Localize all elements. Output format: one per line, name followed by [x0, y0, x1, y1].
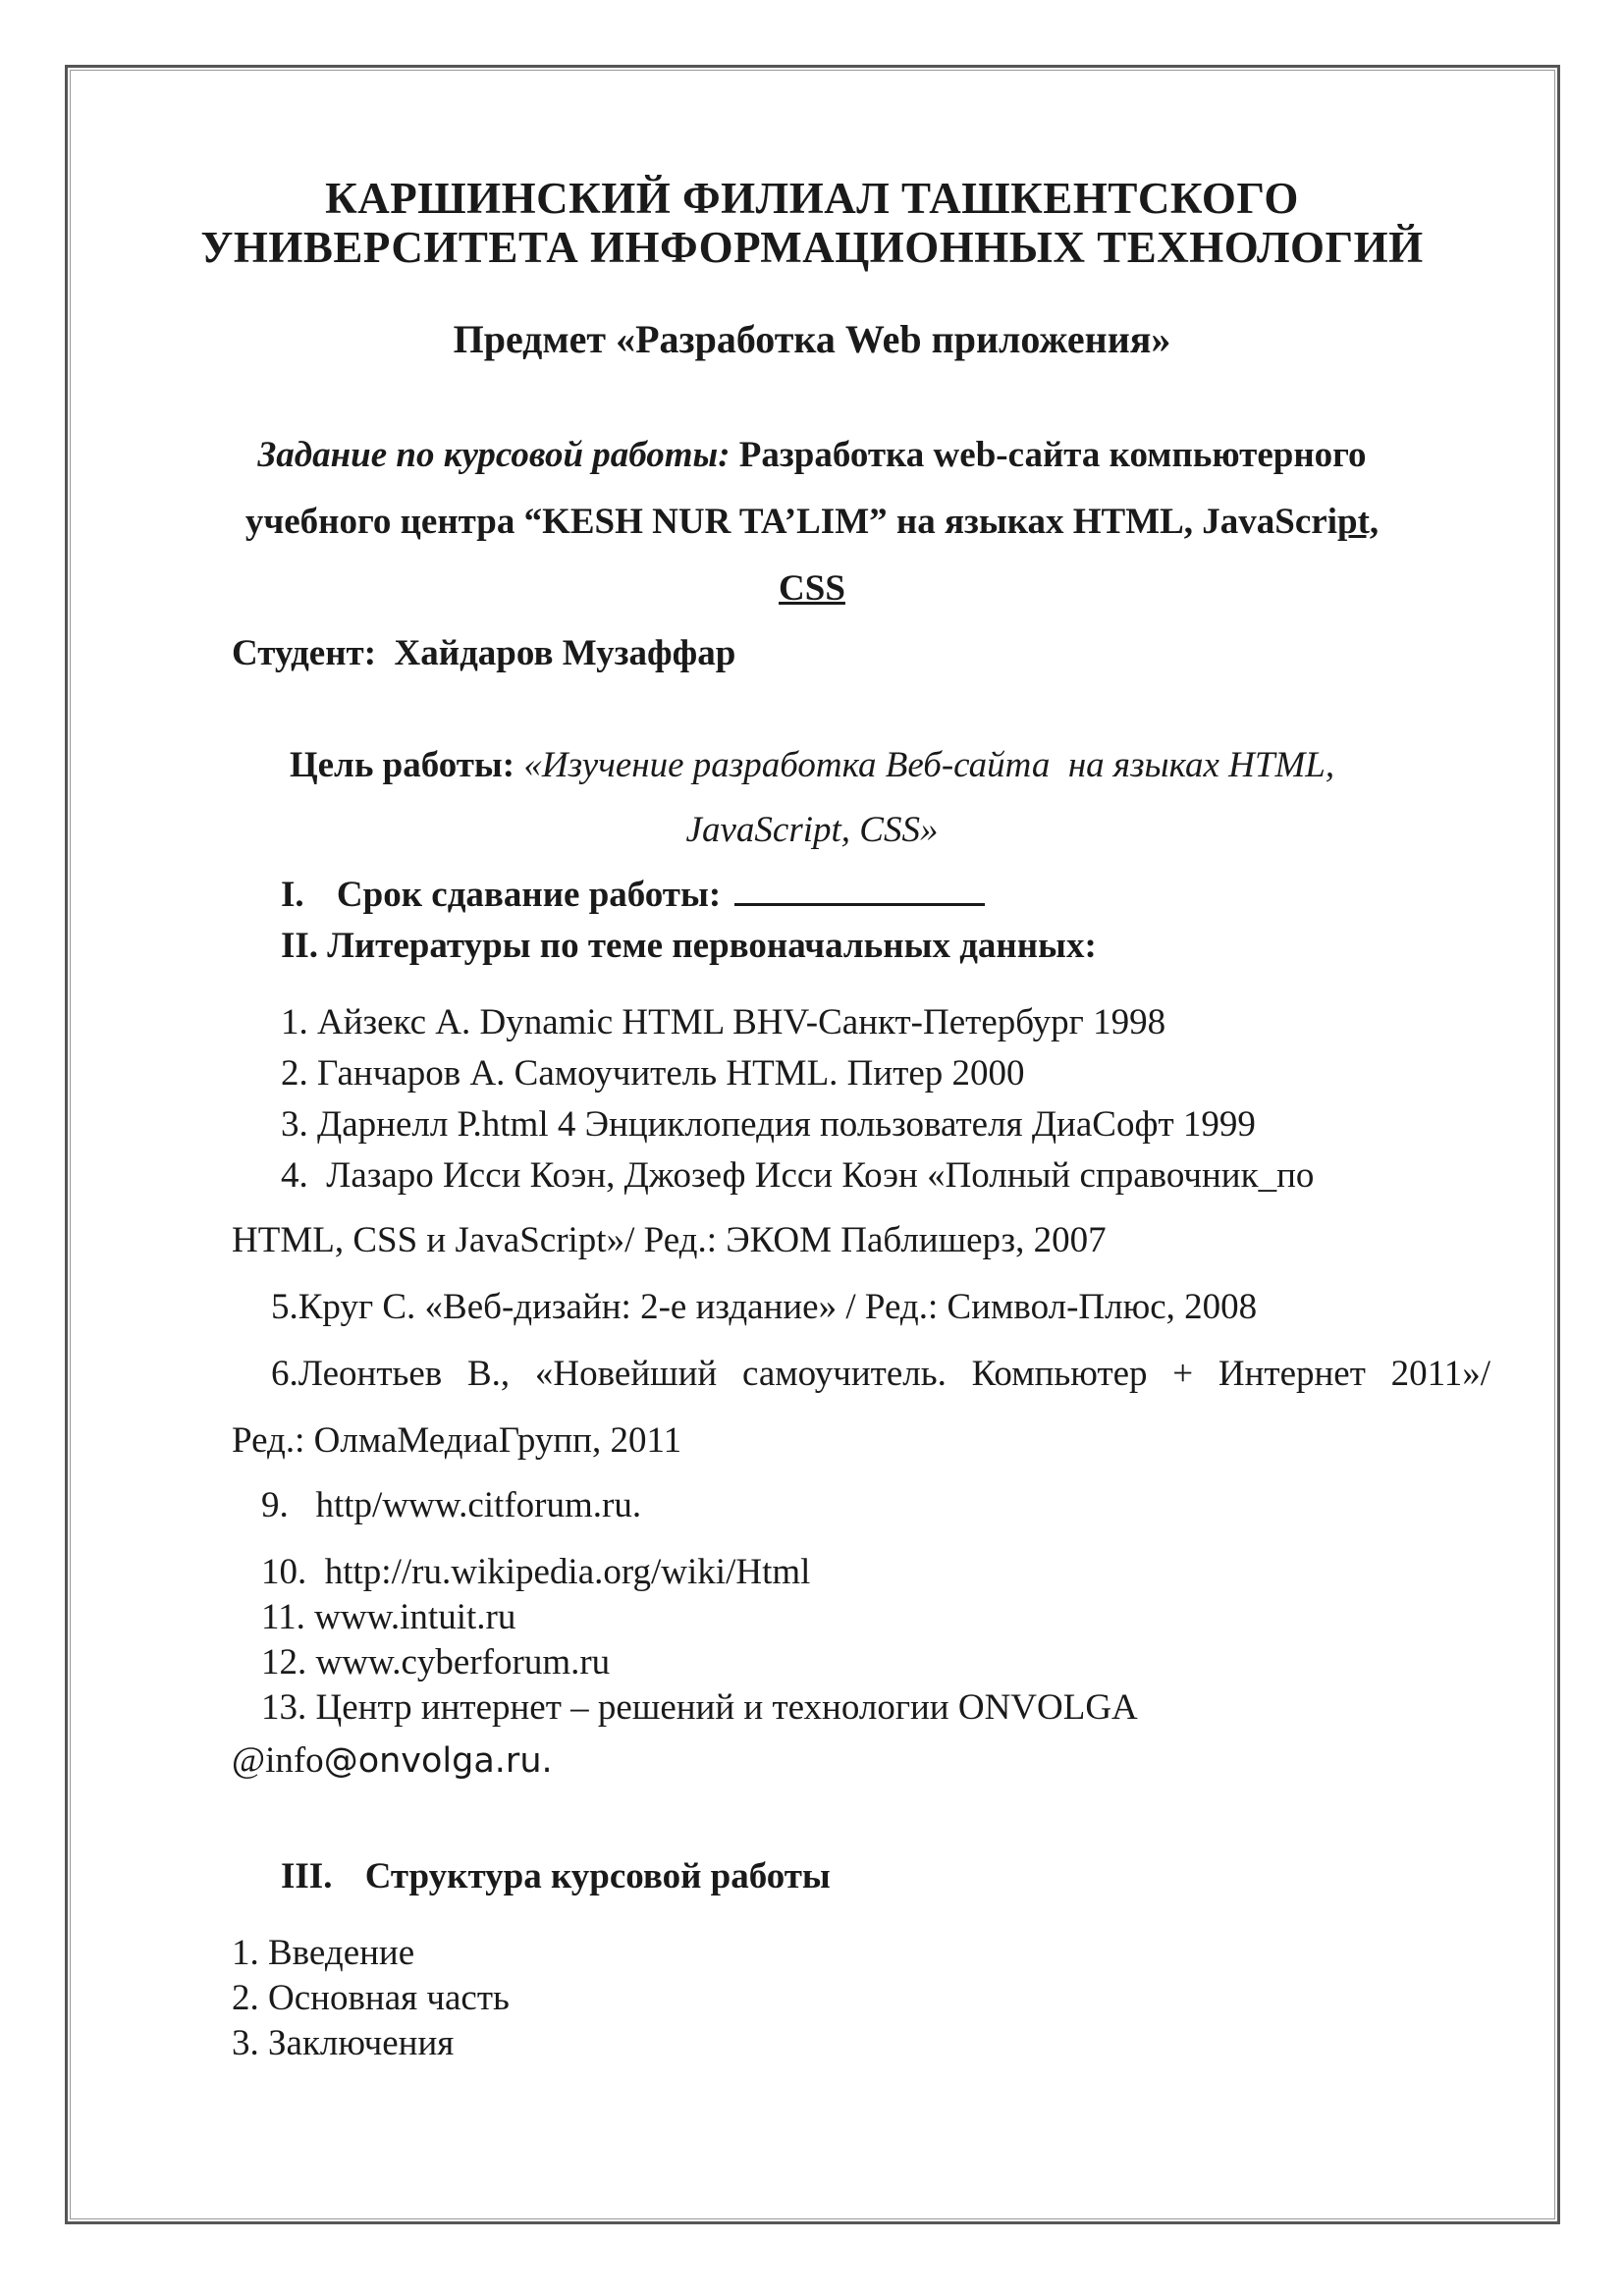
task-text-2a: учебного центра “KESH NUR TA’LIM” на языках HTML, JavaScri [244, 502, 1337, 542]
literature-item-1: 1. Айзекс А. Dynamic HTML BHV-Санкт-Петербург 1998 [281, 1002, 1166, 1042]
task-line-1 [0, 434, 1624, 476]
goal-text-1: «Изучение разработка Веб-сайта на языках HTML, [514, 745, 1335, 785]
section-1-num: I. [281, 875, 304, 915]
literature-item-13-line-2 [232, 1739, 553, 1782]
item-6-word: «Новейший [534, 1354, 718, 1394]
university-line-2: УНИВЕРСИТЕТА ИНФОРМАЦИОННЫХ ТЕХНОЛОГИЙ [200, 223, 1424, 272]
literature-item-4-line-1: 4. Лазаро Исси Коэн, Джозеф Исси Коэн «Полный справочник_по [281, 1155, 1315, 1196]
student-label: Студент: [232, 633, 377, 673]
literature-item-10: 10. http://ru.wikipedia.org/wiki/Html [261, 1552, 811, 1592]
goal-text-2: JavaScript, CSS» [685, 810, 939, 850]
structure-item-2: 2. Основная часть [232, 1978, 510, 2018]
structure-item-1: 1. Введение [232, 1933, 415, 1973]
email-prefix: @info [232, 1740, 324, 1781]
literature-item-13-line-1: 13. Центр интернет – решений и технологии ONVOLGA [261, 1687, 1138, 1728]
section-2-heading: II. Литературы по теме первоначальных данных: [281, 926, 1097, 966]
item-6-word: самоучитель. [741, 1354, 947, 1394]
item-6-word: В., [467, 1354, 511, 1394]
section-3-num: III. [281, 1856, 333, 1896]
item-6-word: Интернет [1218, 1354, 1366, 1394]
task-line-2 [0, 501, 1624, 543]
literature-item-12: 12. www.cyberforum.ru [261, 1642, 611, 1682]
literature-item-11: 11. www.intuit.ru [261, 1597, 516, 1637]
section-1-title: Срок сдавание работы: [336, 875, 722, 915]
task-text-1: Разработка web-сайта компьютерного [730, 435, 1367, 475]
section-3-title: Структура курсовой работы [364, 1856, 831, 1896]
task-text-3: CSS [779, 568, 845, 609]
structure-item-3: 3. Заключения [232, 2023, 455, 2063]
section-1-heading [281, 874, 985, 916]
literature-item-3: 3. Дарнелл Р.html 4 Энциклопедия пользователя ДиаСофт 1999 [281, 1104, 1256, 1145]
student-line [232, 632, 735, 674]
goal-label: Цель работы: [289, 745, 515, 785]
item-6-word: Компьютер [971, 1354, 1148, 1394]
literature-item-6-line-1 [271, 1353, 1490, 1395]
email-domain: @onvolga.ru. [323, 1741, 553, 1781]
student-name: Хайдаров Музаффар [376, 633, 736, 673]
literature-item-4-line-2: HTML, CSS и JavaScript»/ Ред.: ЭКОМ Паблишерз, 2007 [232, 1220, 1107, 1260]
task-text-2b: pt, [1337, 502, 1380, 542]
item-6-word: + [1172, 1354, 1194, 1394]
section-3-heading [281, 1855, 831, 1897]
university-line-1: КАРШИНСКИЙ ФИЛИАЛ ТАШКЕНТСКОГО [325, 174, 1299, 223]
goal-line-1 [0, 744, 1624, 786]
deadline-blank [734, 874, 985, 906]
task-label: Задание по курсовой работы: [257, 435, 731, 475]
literature-item-6-line-2: Ред.: ОлмаМедиаГрупп, 2011 [232, 1420, 682, 1461]
item-6-word: 6.Леонтьев [271, 1354, 443, 1394]
literature-item-2: 2. Ганчаров А. Самоучитель HTML. Питер 2000 [281, 1053, 1025, 1094]
item-6-word: 2011»/ [1390, 1354, 1491, 1394]
subject-title: Предмет «Разработка Web приложения» [453, 317, 1171, 361]
literature-item-9: 9. http/www.citforum.ru. [261, 1485, 642, 1525]
literature-item-5: 5.Круг С. «Веб-дизайн: 2-е издание» / Ред.: Символ-Плюс, 2008 [271, 1287, 1258, 1327]
